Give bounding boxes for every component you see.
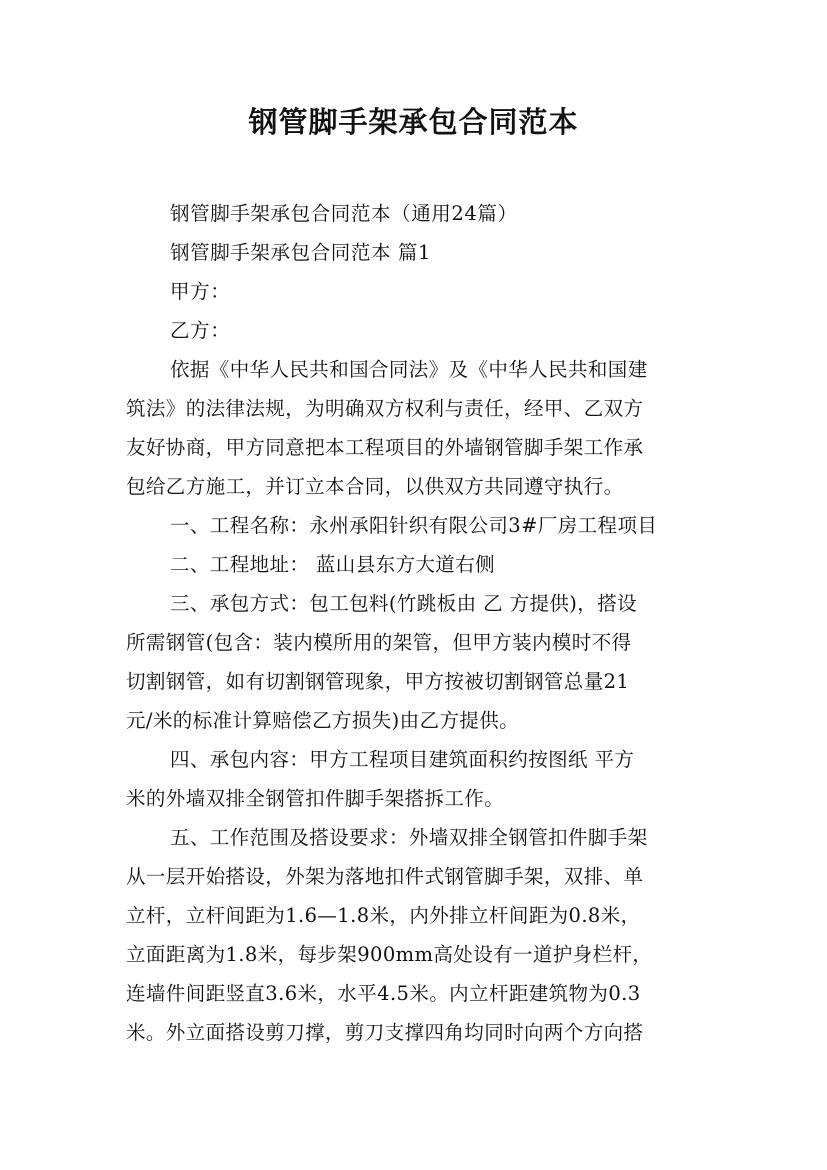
text-line: 三、承包方式：包工包料(竹跳板由 乙 方提供)，搭设	[170, 592, 638, 615]
text-line: 甲方：	[170, 280, 231, 303]
text-line: 从一层开始搭设，外架为落地扣件式钢管脚手架，双排、单	[126, 865, 644, 888]
document-body	[126, 194, 706, 1052]
text-line: 友好协商，甲方同意把本工程项目的外墙钢管脚手架工作承	[126, 436, 644, 459]
text-line: 连墙件间距竖直3.6米，水平4.5米。内立杆距建筑物为0.3	[126, 982, 641, 1005]
text-line: 包给乙方施工，并订立本合同，以供双方共同遵守执行。	[126, 475, 624, 498]
text-line: 依据《中华人民共和国合同法》及《中华人民共和国建	[170, 358, 648, 381]
text-line: 切割钢管，如有切割钢管现象，甲方按被切割钢管总量21	[126, 670, 630, 693]
text-line: 乙方：	[170, 319, 231, 342]
text-line: 米的外墙双排全钢管扣件脚手架搭拆工作。	[126, 787, 505, 810]
text-line: 四、承包内容：甲方工程项目建筑面积约按图纸 平方	[170, 748, 635, 771]
document-title: 钢管脚手架承包合同范本	[248, 105, 579, 139]
text-line: 钢管脚手架承包合同范本 篇1	[170, 241, 432, 264]
text-line: 一、工程名称：永州承阳针织有限公司3#厂房工程项目	[170, 514, 658, 537]
text-line: 筑法》的法律法规，为明确双方权利与责任，经甲、乙双方	[126, 397, 644, 420]
text-line: 二、工程地址： 蓝山县东方大道右侧	[170, 553, 495, 576]
text-line: 元/米的标准计算赔偿乙方损失)由乙方提供。	[126, 709, 520, 732]
text-line: 立杆，立杆间距为1.6—1.8米，内外排立杆间距为0.8米，	[126, 904, 641, 927]
text-line: 米。外立面搭设剪刀撑，剪刀支撑四角均同时向两个方向搭	[126, 1021, 644, 1044]
text-line: 五、工作范围及搭设要求：外墙双排全钢管扣件脚手架	[170, 826, 648, 849]
text-line: 立面距离为1.8米，每步架900mm高处设有一道护身栏杆，	[126, 943, 653, 966]
text-line: 所需钢管(包含：装内模所用的架管，但甲方装内模时不得	[126, 631, 632, 654]
text-line: 钢管脚手架承包合同范本（通用24篇）	[170, 202, 518, 225]
